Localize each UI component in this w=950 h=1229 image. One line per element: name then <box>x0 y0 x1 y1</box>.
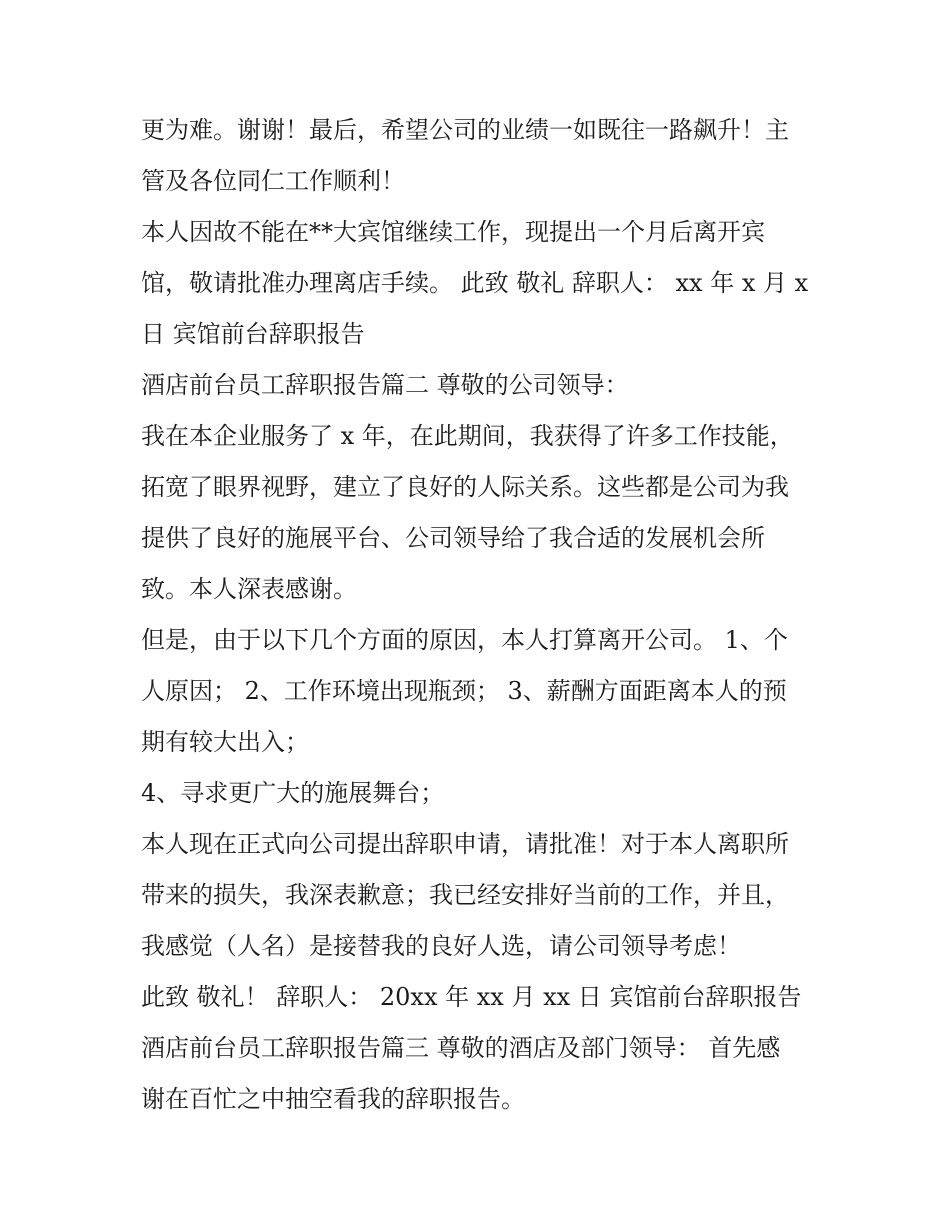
text-line: 本人因故不能在**大宾馆继续工作，现提出一个月后离开宾 <box>141 218 765 246</box>
text-line: 但是，由于以下几个方面的原因，本人打算离开公司。 1、个 <box>141 626 788 654</box>
text-line: 谢在百忙之中抽空看我的辞职报告。 <box>141 1085 525 1113</box>
text-line: 带来的损失，我深表歉意；我已经安排好当前的工作，并且， <box>141 881 789 909</box>
document-body <box>141 105 816 1125</box>
text-line: 本人现在正式向公司提出辞职申请，请批准！对于本人离职所 <box>141 830 789 858</box>
text-line: 提供了良好的施展平台、公司领导给了我合适的发展机会所 <box>141 524 765 552</box>
text-line: 人原因； 2、工作环境出现瓶颈； 3、薪酬方面距离本人的预 <box>141 677 787 705</box>
text-line: 酒店前台员工辞职报告篇二 尊敬的公司领导： <box>141 371 629 399</box>
text-line: 我在本企业服务了 x 年，在此期间，我获得了许多工作技能， <box>141 422 794 450</box>
text-line: 我感觉（人名）是接替我的良好人选，请公司领导考虑！ <box>141 932 741 960</box>
text-line: 拓宽了眼界视野，建立了良好的人际关系。这些都是公司为我 <box>141 473 789 501</box>
text-line: 期有较大出入； <box>141 728 309 756</box>
text-line: 此致 敬礼！ 辞职人： 20xx 年 xx 月 xx 日 宾馆前台辞职报告 <box>141 983 802 1011</box>
text-line: 致。本人深表感谢。 <box>141 575 357 603</box>
text-line: 管及各位同仁工作顺利！ <box>141 167 405 195</box>
text-line: 4、寻求更广大的施展舞台； <box>141 779 445 807</box>
text-line: 更为难。谢谢！最后，希望公司的业绩一如既往一路飙升！主 <box>141 116 789 144</box>
text-line: 酒店前台员工辞职报告篇三 尊敬的酒店及部门领导： 首先感 <box>141 1034 781 1062</box>
text-line: 日 宾馆前台辞职报告 <box>141 320 365 348</box>
text-line: 馆，敬请批准办理离店手续。 此致 敬礼 辞职人： xx 年 x 月 x <box>141 269 809 297</box>
